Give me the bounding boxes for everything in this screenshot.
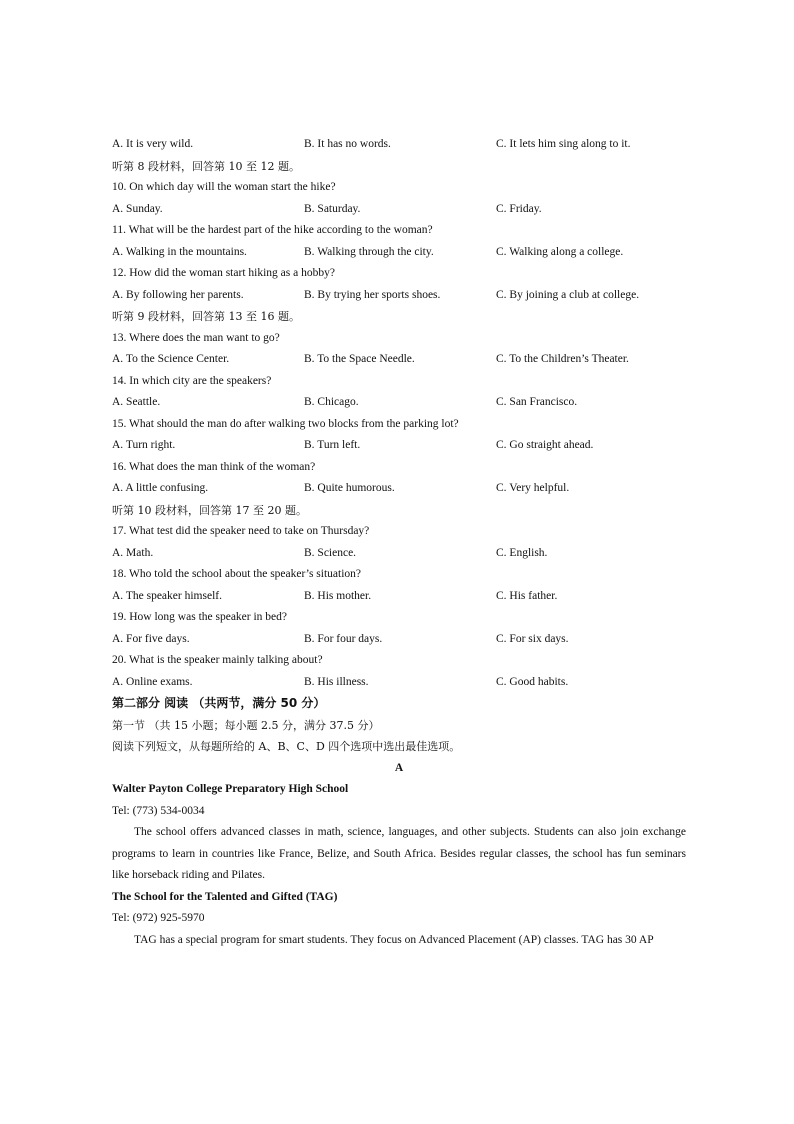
option-row: [112, 199, 686, 221]
question-text: 19. How long was the speaker in bed?: [112, 611, 288, 623]
question-text: 13. Where does the man want to go?: [112, 331, 280, 344]
question-text: 10. On which day will the woman start the hike?: [112, 181, 336, 193]
option-c: C. Friday.: [496, 202, 542, 215]
option-b: B. It has no words.: [304, 138, 391, 150]
question-text: 17. What test did the speaker need to take on Thursday?: [112, 525, 370, 537]
school-one-name: Walter Payton College Preparatory High School: [112, 783, 349, 795]
option-row: [112, 285, 686, 307]
option-row: [112, 242, 686, 264]
option-row: [112, 349, 686, 371]
option-row: [112, 586, 686, 608]
option-row: [112, 672, 686, 694]
school-two-name: The School for the Talented and Gifted (TAG): [112, 890, 338, 903]
reading-instruction: 阅读下列短文，从每题所给的 A、B、C、D 四个选项中选出最佳选项。: [112, 740, 461, 753]
option-c: C. It lets him sing along to it.: [496, 138, 631, 150]
listening-instruction: 听第 8 段材料，回答第 10 至 12 题。: [112, 159, 300, 173]
option-a: A. For five days.: [112, 632, 190, 645]
option-b: B. By trying her sports shoes.: [304, 288, 441, 301]
question-text: 12. How did the woman start hiking as a hobby?: [112, 267, 335, 279]
option-c: C. Very helpful.: [496, 482, 570, 494]
option-b: B. Chicago.: [304, 396, 359, 408]
option-a: A. Sunday.: [112, 202, 163, 215]
exam-page: [112, 134, 686, 951]
option-a: A. Seattle.: [112, 396, 161, 408]
option-c: C. Go straight ahead.: [496, 439, 594, 451]
option-a: A. Turn right.: [112, 439, 176, 451]
question-text: 15. What should the man do after walking two blocks from the parking lot?: [112, 417, 459, 430]
option-c: C. Good habits.: [496, 675, 569, 688]
school-two-tel: Tel: (972) 925-5970: [112, 912, 205, 924]
option-a: A. Online exams.: [112, 675, 193, 688]
option-c: C. San Francisco.: [496, 396, 578, 408]
question-text: 14. In which city are the speakers?: [112, 374, 272, 387]
option-c: C. To the Children’s Theater.: [496, 353, 629, 365]
option-row: [112, 134, 686, 156]
section-one-heading: 第一节 （共 15 小题；每小题 2.5 分，满分 37.5 分）: [112, 718, 380, 732]
option-b: B. His illness.: [304, 675, 369, 688]
question-text: 11. What will be the hardest part of the hike according to the woman?: [112, 224, 433, 236]
option-c: C. By joining a club at college.: [496, 288, 640, 301]
option-row: [112, 543, 686, 565]
passage-letter: A: [394, 761, 404, 774]
part-two-title: 第二部分 阅读 （共两节，满分 50 分）: [112, 696, 326, 710]
option-a: A. The speaker himself.: [112, 589, 222, 602]
option-a: A. It is very wild.: [112, 138, 194, 150]
option-b: B. Science.: [304, 546, 357, 559]
option-row: [112, 629, 686, 651]
option-c: C. For six days.: [496, 632, 569, 645]
listening-questions: [112, 134, 686, 693]
option-a: A. By following her parents.: [112, 288, 244, 301]
option-a: A. Walking in the mountains.: [112, 245, 247, 258]
school-one-description: The school offers advanced classes in math, science, languages, and other subjects. Students can also join exchange programs to learn in countries like France, Belize, and South Africa. Besides regular classes, the school has fun seminars like horseback riding and Pilates.: [112, 826, 686, 881]
option-b: B. To the Space Needle.: [304, 353, 415, 365]
option-b: B. Quite humorous.: [304, 482, 395, 494]
option-a: A. Math.: [112, 546, 154, 559]
option-b: B. For four days.: [304, 632, 383, 645]
option-row: [112, 435, 686, 457]
option-b: B. His mother.: [304, 589, 372, 602]
listening-instruction: 听第 9 段材料，回答第 13 至 16 题。: [112, 310, 300, 323]
question-text: 16. What does the man think of the woman?: [112, 460, 316, 473]
option-b: B. Walking through the city.: [304, 245, 434, 258]
option-a: A. To the Science Center.: [112, 353, 230, 365]
option-c: C. Walking along a college.: [496, 245, 624, 258]
option-row: [112, 478, 686, 500]
option-c: C. His father.: [496, 589, 558, 602]
option-b: B. Saturday.: [304, 202, 361, 215]
option-a: A. A little confusing.: [112, 482, 209, 494]
option-b: B. Turn left.: [304, 439, 361, 451]
option-row: [112, 392, 686, 414]
option-c: C. English.: [496, 546, 548, 559]
school-one-tel: Tel: (773) 534-0034: [112, 804, 205, 817]
question-text: 18. Who told the school about the speaker’s situation?: [112, 568, 362, 580]
listening-instruction: 听第 10 段材料，回答第 17 至 20 题。: [112, 503, 307, 517]
school-two-description: TAG has a special program for smart students. They focus on Advanced Placement (AP) classes. TAG has 30 AP: [134, 933, 654, 946]
question-text: 20. What is the speaker mainly talking about?: [112, 654, 323, 666]
